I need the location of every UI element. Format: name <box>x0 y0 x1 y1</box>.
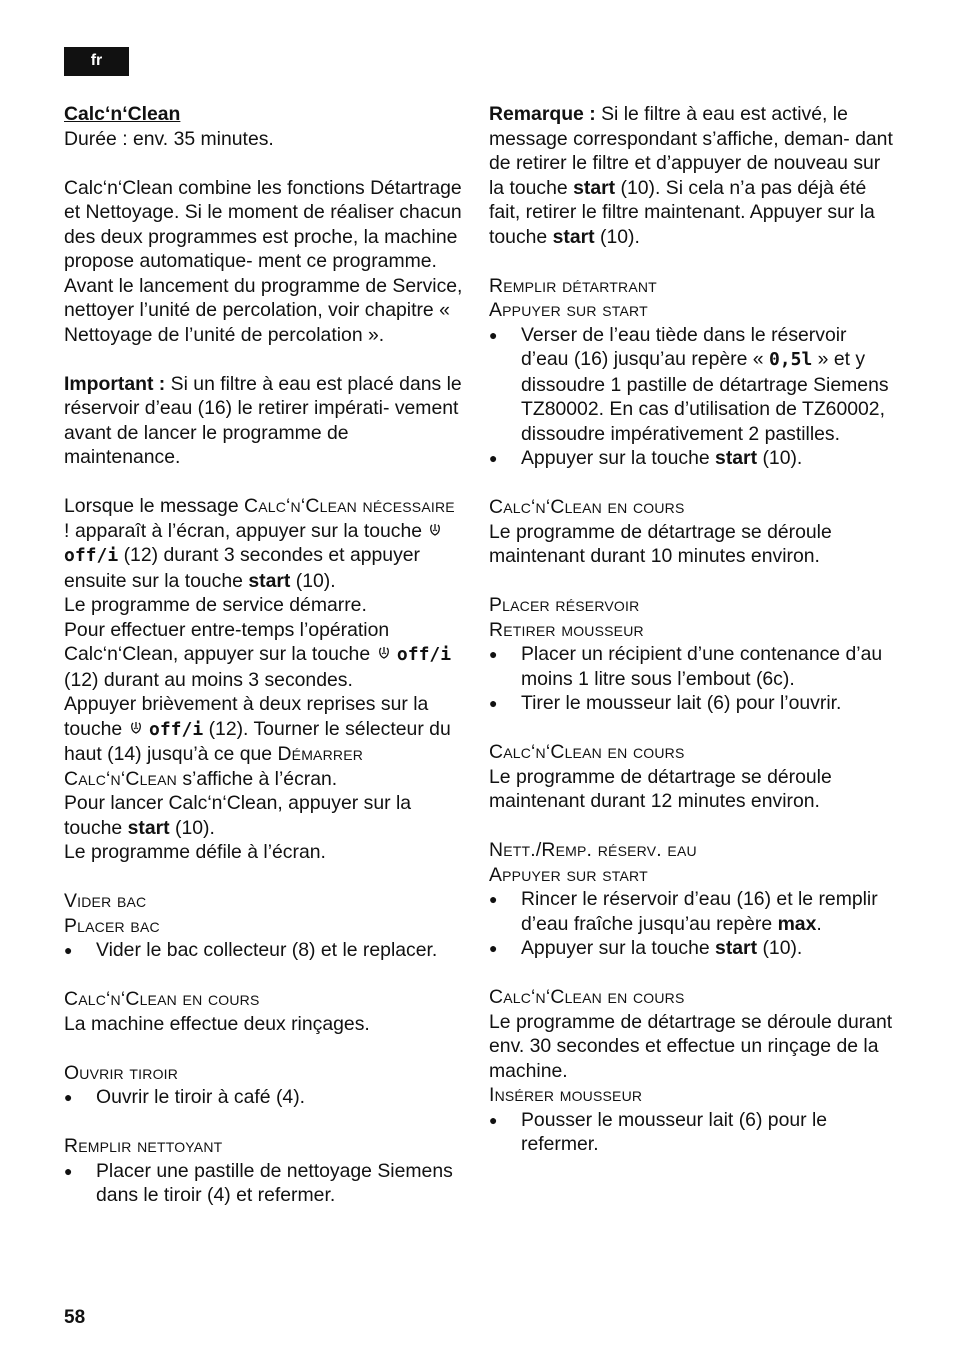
display-message: Calc‘n‘Clean en cours <box>489 741 685 763</box>
remark-paragraph: Remarque : Si le filtre à eau est activé, le message correspondant s’affiche, deman- dant de retirer le filtre et d’appuyer de nouveau sur la touche start (10). Si cela n’a pas déjà été fait, retirer le filtre maintenant. Appuyer sur la touche start (10). <box>489 103 893 248</box>
display-message: Calc‘n‘Clean nécessaire ! <box>64 495 455 542</box>
display-message: Appuyer sur start <box>489 299 648 321</box>
duration-text: Durée : env. 35 minutes. <box>64 127 274 150</box>
important-label: Important : <box>64 372 166 395</box>
off-key-label: off/i <box>64 545 119 566</box>
list-item: ● Placer un récipient d’une contenance d’au moins 1 litre sous l’embout (6c). <box>489 642 893 691</box>
display-message: Calc‘n‘Clean en cours <box>489 986 685 1008</box>
intro-paragraph: Calc‘n‘Clean combine les fonctions Détartrage et Nettoyage. Si le moment de réaliser chacun des deux programmes est proche, la machine propose automatique- ment ce programme. Avant le lancement du programme de Service, nettoyer l’unité de percolation, voir chapitre « Nettoyage de l’unité de percolation ». <box>64 176 463 346</box>
page-number: 58 <box>64 1307 86 1328</box>
twice-paragraph: Appuyer brièvement à deux reprises sur la touche off/i (12). Tourner le sélecteur du haut (14) jusqu’à ce que Démarrer Calc‘n‘Clean s’affiche à l’écran. <box>64 693 451 790</box>
language-code: fr <box>90 52 103 70</box>
rinse-text: La machine effectue deux rinçages. <box>64 1012 370 1035</box>
list-item: ● Pousser le mousseur lait (6) pour le refermer. <box>489 1108 893 1157</box>
display-message: Appuyer sur start <box>489 863 648 886</box>
scroll-text: Le programme défile à l’écran. <box>64 841 326 863</box>
interrupt-paragraph: Pour effectuer entre-temps l’opération Calc‘n‘Clean, appuyer sur la touche off/i (12) durant au moins 3 secondes. <box>64 618 452 691</box>
power-steam-icon <box>376 645 392 661</box>
service-start-text: Le programme de service démarre. <box>64 594 367 616</box>
start-key-label: start <box>248 569 291 592</box>
display-message: Vider bac <box>64 890 147 912</box>
off-key-label: off/i <box>396 644 452 665</box>
list-item: ● Verser de l’eau tiède dans le réservoir d’eau (16) jusqu’au repère « 0,5l » et y dissoudre 1 pastille de détartrage Siemens TZ80002. En cas d’utilisation de TZ60002, dissoudre impérativement 2 pastilles. <box>489 323 893 447</box>
off-key-label: off/i <box>149 718 204 740</box>
display-message: Retirer mousseur <box>489 618 644 641</box>
display-message: Placer bac <box>64 914 160 937</box>
display-message: Remplir détartrant <box>489 274 657 297</box>
language-tab <box>64 47 129 76</box>
start-key-label: start <box>715 937 758 959</box>
list-item: ● Appuyer sur la touche start (10). <box>489 446 893 471</box>
display-message: Calc‘n‘Clean en cours <box>64 988 260 1010</box>
message-paragraph: Lorsque le message Calc‘n‘Clean nécessaire ! apparaît à l’écran, appuyer sur la touche off/i (12) durant 3 secondes et appuyer ensuite sur la touche start (10). <box>64 495 455 592</box>
display-message: Calc‘n‘Clean en cours <box>489 496 685 518</box>
start-key-label: start <box>573 176 616 199</box>
display-message: Remplir nettoyant <box>64 1135 223 1157</box>
list-item: ● Placer une pastille de nettoyage Siemens dans le tiroir (4) et refermer. <box>64 1159 464 1208</box>
max-mark-label: max <box>777 912 817 935</box>
section-title: Calc‘n‘Clean <box>64 103 181 125</box>
left-column <box>64 102 464 1208</box>
list-item: ● Rincer le réservoir d’eau (16) et le remplir d’eau fraîche jusqu’au repère max. <box>489 887 893 936</box>
list-item: ● Appuyer sur la touche start (10). <box>489 936 893 961</box>
descaling-text: Le programme de détartrage se déroule maintenant durant 10 minutes environ. <box>489 520 832 567</box>
start-key-label: start <box>715 447 758 469</box>
display-message: Ouvrir tiroir <box>64 1061 179 1084</box>
start-key-label: start <box>127 816 170 839</box>
important-paragraph: Important : Si un filtre à eau est placé dans le réservoir d’eau (16) le retirer impérati- vement avant de lancer le programme de maintenance. <box>64 372 462 468</box>
descaling-text: Le programme de détartrage se déroule durant env. 30 secondes et effectue un rinçage de la machine. <box>489 1010 893 1082</box>
right-column <box>489 102 893 1157</box>
start-key-label: start <box>552 225 595 248</box>
descaling-text: Le programme de détartrage se déroule maintenant durant 12 minutes environ. <box>489 765 832 812</box>
list-item: ● Ouvrir le tiroir à café (4). <box>64 1085 464 1110</box>
power-steam-icon <box>427 522 443 538</box>
list-item: ● Tirer le mousseur lait (6) pour l’ouvrir. <box>489 691 893 716</box>
remark-label: Remarque : <box>489 103 596 125</box>
fill-mark-label: 0,5l <box>768 349 813 370</box>
display-message: Placer réservoir <box>489 594 640 616</box>
list-item: ● Vider le bac collecteur (8) et le replacer. <box>64 938 464 963</box>
power-steam-icon <box>128 720 144 736</box>
display-message: Nett./Remp. réserv. eau <box>489 839 697 861</box>
display-message: Insérer mousseur <box>489 1084 643 1106</box>
launch-paragraph: Pour lancer Calc‘n‘Clean, appuyer sur la touche start (10). <box>64 792 412 839</box>
display-message: Démarrer Calc‘n‘Clean <box>64 743 364 790</box>
